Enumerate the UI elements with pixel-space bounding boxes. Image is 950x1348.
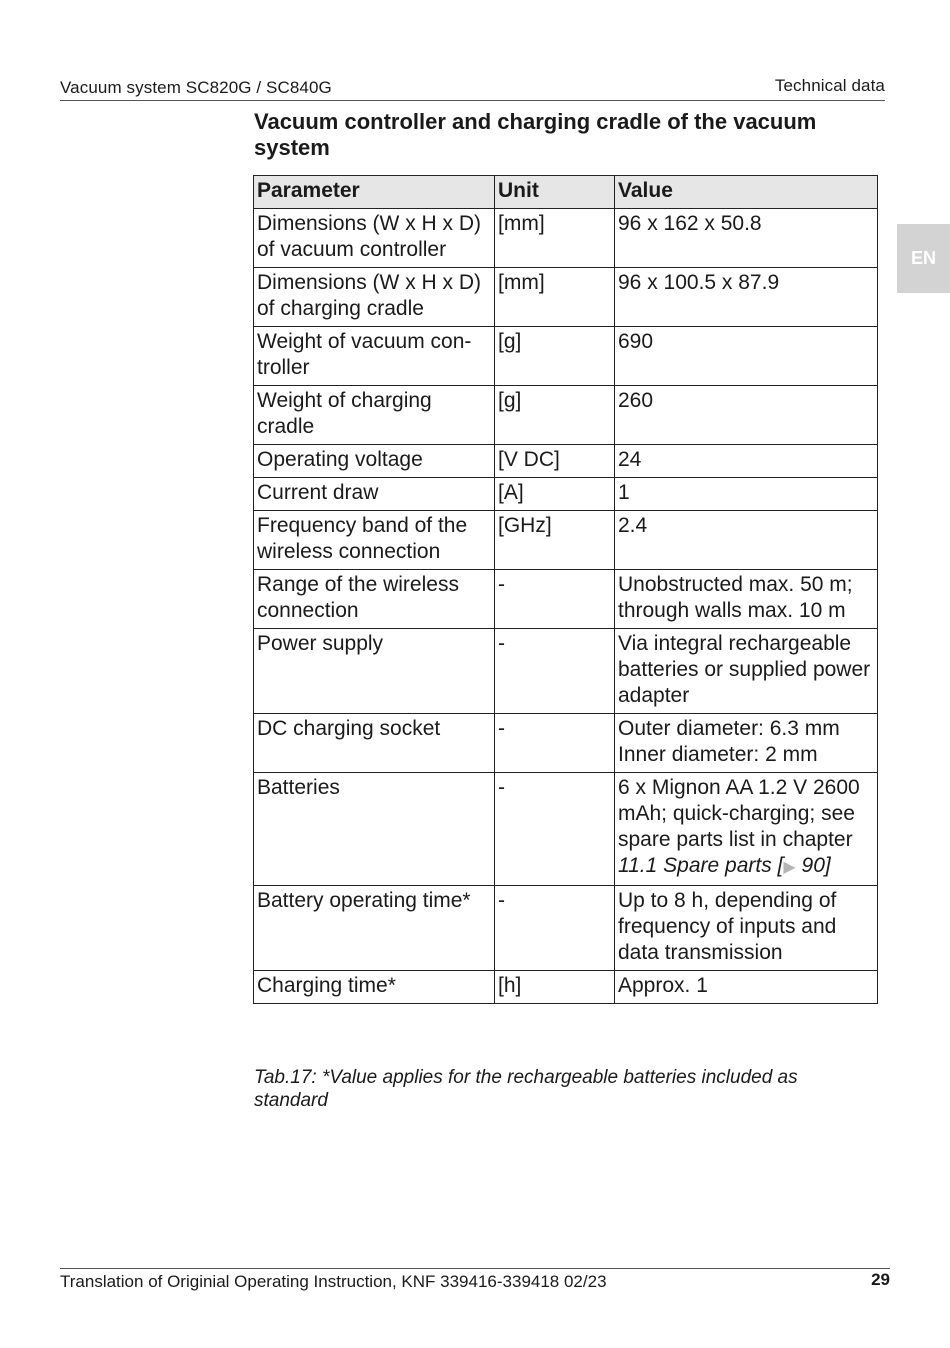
table-row <box>254 268 878 327</box>
parameter-cell: Dimensions (W x H x D) of vacuum controller <box>254 209 495 268</box>
unit-cell: [g] <box>495 327 615 386</box>
unit-cell: - <box>495 629 615 714</box>
value-cell <box>615 773 878 886</box>
table-row <box>254 327 878 386</box>
column-header-unit: Unit <box>495 176 615 209</box>
table-row <box>254 478 878 511</box>
table-header-row <box>254 176 878 209</box>
page-number: 29 <box>871 1270 890 1289</box>
parameter-cell: DC charging socket <box>254 714 495 773</box>
table-row <box>254 773 878 886</box>
value-text: 6 x Mignon AA 1.2 V 2600 mAh; quick-charging; see spare parts list in chapter <box>618 776 860 851</box>
value-cell: Unobstructed max. 50 m; through walls max. 10 m <box>615 570 878 629</box>
document-title: Vacuum system SC820G / SC840G <box>60 78 332 97</box>
table-row <box>254 445 878 478</box>
section-name: Technical data <box>774 76 885 95</box>
parameter-cell: Weight of charging cradle <box>254 386 495 445</box>
value-cell <box>615 714 878 773</box>
unit-cell: [h] <box>495 971 615 1004</box>
parameter-cell: Operating voltage <box>254 445 495 478</box>
value-cell: 260 <box>615 386 878 445</box>
table-row <box>254 511 878 570</box>
value-line: Outer diameter: 6.3 mm <box>618 717 840 740</box>
value-cell: 1 <box>615 478 878 511</box>
table-caption: Tab.17: *Value applies for the rechargeable batteries included as standard <box>254 1067 798 1111</box>
parameter-cell: Battery operating time* <box>254 886 495 971</box>
table-row <box>254 386 878 445</box>
value-cell: 24 <box>615 445 878 478</box>
value-cell: Up to 8 h, depending of frequency of inputs and data transmission <box>615 886 878 971</box>
parameter-cell: Range of the wireless connection <box>254 570 495 629</box>
parameter-cell: Frequency band of the wireless connection <box>254 511 495 570</box>
parameter-cell: Dimensions (W x H x D) of charging cradle <box>254 268 495 327</box>
unit-cell: - <box>495 714 615 773</box>
value-cell: Via integral rechargeable batteries or supplied power adapter <box>615 629 878 714</box>
technical-data-table <box>253 175 878 1004</box>
unit-cell: - <box>495 773 615 886</box>
unit-cell: - <box>495 570 615 629</box>
parameter-cell: Power supply <box>254 629 495 714</box>
unit-cell: [V DC] <box>495 445 615 478</box>
unit-cell: [GHz] <box>495 511 615 570</box>
table-row <box>254 570 878 629</box>
parameter-cell: Charging time* <box>254 971 495 1004</box>
value-cell: 96 x 162 x 50.8 <box>615 209 878 268</box>
value-cell: Approx. 1 <box>615 971 878 1004</box>
value-line: Inner diameter: 2 mm <box>618 743 818 766</box>
parameter-cell: Batteries <box>254 773 495 886</box>
header-divider <box>60 100 885 101</box>
value-cell: 690 <box>615 327 878 386</box>
arrow-right-icon: ▶ <box>783 859 796 876</box>
unit-cell: - <box>495 886 615 971</box>
unit-cell: [A] <box>495 478 615 511</box>
table-row <box>254 714 878 773</box>
footer-text: Translation of Originial Operating Instruction, KNF 339416-339418 02/23 <box>60 1272 607 1291</box>
language-tab: EN <box>897 224 950 293</box>
footer-divider <box>60 1268 890 1269</box>
value-cell: 2.4 <box>615 511 878 570</box>
parameter-cell: Weight of vacuum controller <box>254 327 495 386</box>
chapter-reference-text: 11.1 Spare parts [ <box>618 854 784 877</box>
unit-cell: [mm] <box>495 268 615 327</box>
unit-cell: [g] <box>495 386 615 445</box>
table-row <box>254 886 878 971</box>
chapter-reference-page: 90] <box>795 854 831 877</box>
value-cell: 96 x 100.5 x 87.9 <box>615 268 878 327</box>
column-header-value: Value <box>615 176 878 209</box>
section-heading: Vacuum controller and charging cradle of the vacuum system <box>254 109 817 160</box>
column-header-parameter: Parameter <box>254 176 495 209</box>
chapter-reference-link[interactable] <box>618 854 831 877</box>
unit-cell: [mm] <box>495 209 615 268</box>
parameter-cell: Current draw <box>254 478 495 511</box>
table-row <box>254 209 878 268</box>
table-row <box>254 629 878 714</box>
table-row <box>254 971 878 1004</box>
